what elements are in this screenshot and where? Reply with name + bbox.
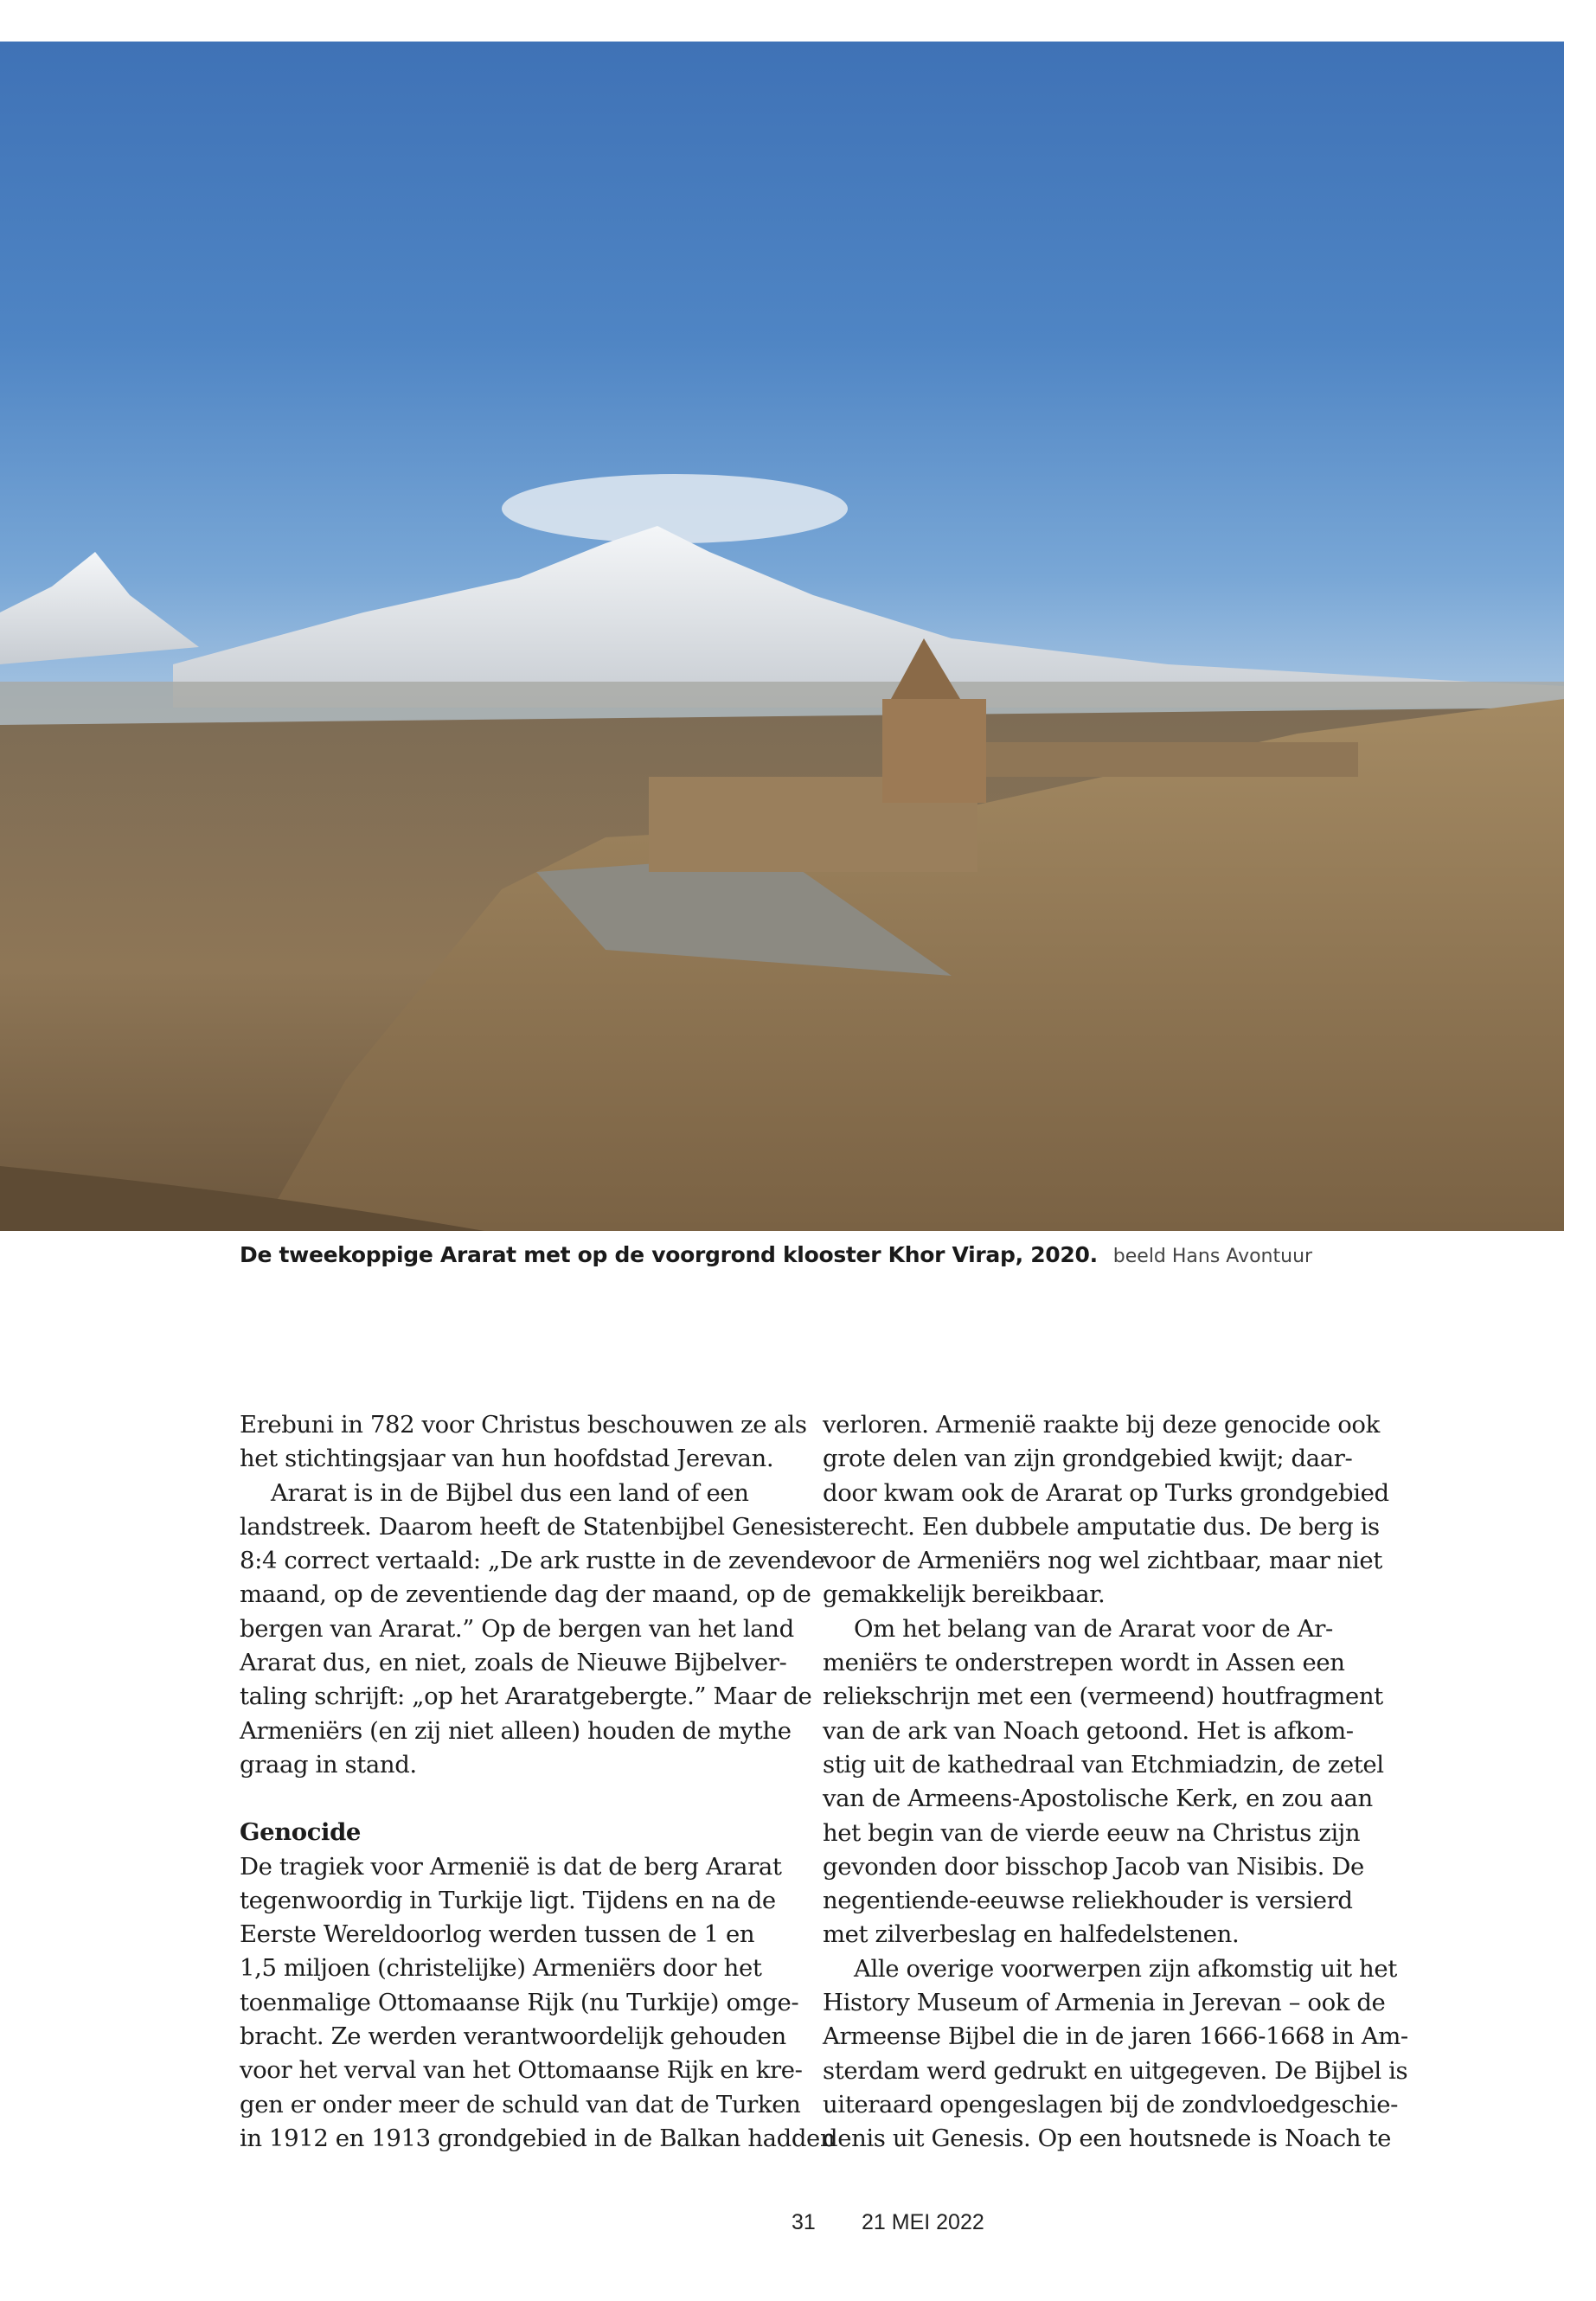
text-line: sterdam werd gedrukt en uitgegeven. De Bijbel is bbox=[823, 2056, 1408, 2085]
text-line: voor het verval van het Ottomaanse Rijk en kre- bbox=[240, 2056, 803, 2085]
text-line: meniërs te onderstrepen wordt in Assen een bbox=[823, 1649, 1345, 1677]
text-line: Om het belang van de Ararat voor de Ar- bbox=[854, 1614, 1333, 1643]
text-line: Armeniërs (en zij niet alleen) houden de mythe bbox=[240, 1716, 792, 1745]
text-line: De tragiek voor Armenië is dat de berg Ararat bbox=[240, 1852, 782, 1881]
text-line: Eerste Wereldoorlog werden tussen de 1 en bbox=[240, 1920, 755, 1949]
text-line: het stichtingsjaar van hun hoofdstad Jerevan. bbox=[240, 1445, 774, 1473]
text-line: 1,5 miljoen (christelijke) Armeniërs door het bbox=[240, 1954, 762, 1983]
text-line: stig uit de kathedraal van Etchmiadzin, de zetel bbox=[823, 1750, 1384, 1779]
caption-text: De tweekoppige Ararat met op de voorgrond klooster Khor Virap, 2020. bbox=[240, 1242, 1098, 1267]
text-line: verloren. Armenië raakte bij deze genocide ook bbox=[823, 1411, 1380, 1439]
text-line: bracht. Ze werden verantwoordelijk gehouden bbox=[240, 2022, 786, 2051]
text-line: bergen van Ararat.” Op de bergen van het land bbox=[240, 1614, 794, 1643]
page-number: 31 bbox=[792, 2210, 816, 2234]
text-line: uiteraard opengeslagen bij de zondvloedgeschie- bbox=[823, 2090, 1398, 2118]
text-line: gen er onder meer de schuld van dat de Turken bbox=[240, 2090, 801, 2118]
text-line: grote delen van zijn grondgebied kwijt; daar- bbox=[823, 1445, 1353, 1473]
text-line: toenmalige Ottomaanse Rijk (nu Turkije) omge- bbox=[240, 1988, 799, 2016]
text-line: met zilverbeslag en halfedelstenen. bbox=[823, 1920, 1240, 1949]
text-line: denis uit Genesis. Op een houtsnede is Noach te bbox=[823, 2125, 1391, 2153]
article-column-right bbox=[823, 1408, 1408, 2157]
article-column-left bbox=[240, 1408, 836, 2156]
photo-credit: beeld Hans Avontuur bbox=[1112, 1246, 1313, 1267]
text-line: taling schrijft: „op het Araratgebergte.” Maar de bbox=[240, 1682, 812, 1711]
text-line: het begin van de vierde eeuw na Christus zijn bbox=[823, 1818, 1361, 1847]
text-line: door kwam ook de Ararat op Turks grondgebied bbox=[823, 1478, 1389, 1507]
text-line: negentiende-eeuwse reliekhouder is versierd bbox=[823, 1887, 1353, 1915]
text-line: landstreek. Daarom heeft de Statenbijbel Genesis bbox=[240, 1512, 824, 1541]
text-line: van de Armeens-Apostolische Kerk, en zou aan bbox=[823, 1785, 1373, 1813]
text-line: Armeense Bijbel die in de jaren 1666-1668 in Am- bbox=[823, 2022, 1408, 2051]
text-line: in 1912 en 1913 grondgebied in de Balkan hadden bbox=[240, 2124, 836, 2152]
ararat-photo bbox=[0, 42, 1564, 1231]
text-line: van de ark van Noach getoond. Het is afkom- bbox=[823, 1716, 1354, 1745]
text-line: maand, op de zeventiende dag der maand, op de bbox=[240, 1580, 811, 1609]
text-line: reliekschrijn met een (vermeend) houtfragment bbox=[823, 1682, 1383, 1711]
text-line: Ararat dus, en niet, zoals de Nieuwe Bijbelver- bbox=[240, 1649, 787, 1677]
text-line: History Museum of Armenia in Jerevan – ook de bbox=[823, 1989, 1386, 2017]
text-line: tegenwoordig in Turkije ligt. Tijdens en na de bbox=[240, 1886, 776, 1914]
text-line: voor de Armeniërs nog wel zichtbaar, maar niet bbox=[823, 1547, 1382, 1575]
text-line: terecht. Een dubbele amputatie dus. De berg is bbox=[823, 1512, 1380, 1541]
text-line: graag in stand. bbox=[240, 1750, 417, 1779]
text-line: Ararat is in de Bijbel dus een land of een bbox=[271, 1478, 749, 1507]
issue-date: 21 MEI 2022 bbox=[862, 2210, 984, 2234]
landscape-illustration bbox=[0, 42, 1564, 1231]
text-line: 8:4 correct vertaald: „De ark rustte in de zevende bbox=[240, 1547, 825, 1575]
text-line: gevonden door bisschop Jacob van Nisibis. De bbox=[823, 1852, 1364, 1881]
section-heading: Genocide bbox=[240, 1818, 362, 1847]
text-line: Erebuni in 782 voor Christus beschouwen ze als bbox=[240, 1411, 807, 1439]
photo-caption bbox=[240, 1242, 1312, 1267]
text-line: Alle overige voorwerpen zijn afkomstig uit het bbox=[854, 1954, 1397, 1983]
text-line: gemakkelijk bereikbaar. bbox=[823, 1580, 1106, 1609]
